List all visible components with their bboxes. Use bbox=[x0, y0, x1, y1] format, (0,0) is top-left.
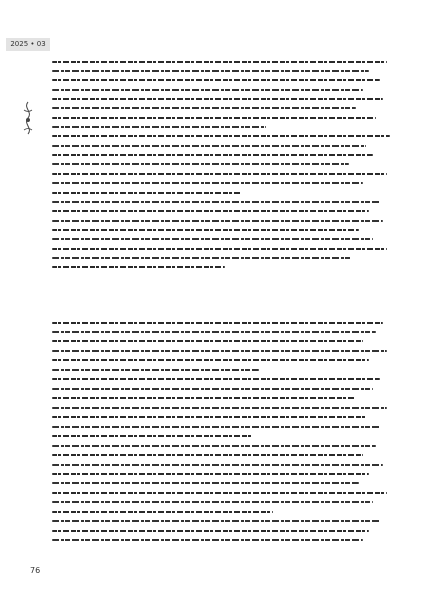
text-line bbox=[52, 151, 397, 160]
text-line bbox=[52, 225, 397, 234]
text-line bbox=[52, 337, 397, 346]
script-run bbox=[52, 61, 387, 63]
text-line bbox=[52, 188, 397, 197]
text-line bbox=[52, 356, 397, 365]
text-line bbox=[52, 327, 397, 336]
text-line bbox=[52, 85, 397, 94]
script-run bbox=[52, 445, 376, 447]
text-line bbox=[52, 132, 397, 141]
text-line bbox=[52, 113, 397, 122]
script-run bbox=[52, 464, 383, 466]
text-line bbox=[52, 479, 397, 488]
text-line bbox=[52, 263, 397, 272]
script-run bbox=[52, 248, 387, 250]
text-line bbox=[52, 346, 397, 355]
text-line bbox=[52, 365, 397, 374]
script-run bbox=[52, 192, 242, 194]
script-run bbox=[52, 416, 366, 418]
text-line bbox=[52, 422, 397, 431]
script-run bbox=[52, 511, 273, 513]
text-line bbox=[52, 488, 397, 497]
script-run bbox=[52, 539, 363, 541]
text-line bbox=[52, 57, 397, 66]
script-run bbox=[52, 378, 380, 380]
text-line bbox=[52, 384, 397, 393]
text-line bbox=[52, 104, 397, 113]
script-run bbox=[52, 229, 359, 231]
text-line bbox=[52, 375, 397, 384]
text-line bbox=[52, 470, 397, 479]
script-run bbox=[52, 98, 383, 100]
text-line bbox=[52, 394, 397, 403]
text-line bbox=[52, 244, 397, 253]
script-run bbox=[52, 530, 369, 532]
script-run bbox=[52, 501, 373, 503]
text-line bbox=[52, 536, 397, 545]
text-line bbox=[52, 66, 397, 75]
text-line bbox=[52, 235, 397, 244]
script-run bbox=[52, 369, 259, 371]
script-run bbox=[52, 238, 373, 240]
script-run bbox=[52, 492, 387, 494]
text-line bbox=[52, 460, 397, 469]
script-run bbox=[52, 426, 380, 428]
script-run bbox=[52, 397, 356, 399]
script-run bbox=[52, 135, 390, 137]
text-line bbox=[52, 318, 397, 327]
text-column-top bbox=[52, 57, 397, 272]
page-number: 76 bbox=[30, 566, 41, 575]
script-run bbox=[52, 117, 376, 119]
script-run bbox=[52, 107, 356, 109]
text-line bbox=[52, 451, 397, 460]
script-run bbox=[52, 350, 387, 352]
script-run bbox=[52, 201, 380, 203]
script-run bbox=[52, 322, 383, 324]
script-run bbox=[52, 407, 387, 409]
script-run bbox=[52, 340, 363, 342]
script-run bbox=[52, 145, 366, 147]
script-run bbox=[52, 210, 369, 212]
script-run bbox=[52, 388, 373, 390]
script-run bbox=[52, 220, 383, 222]
script-run bbox=[52, 435, 252, 437]
text-line bbox=[52, 403, 397, 412]
script-run bbox=[52, 482, 359, 484]
text-line bbox=[52, 216, 397, 225]
text-line bbox=[52, 197, 397, 206]
text-line bbox=[52, 441, 397, 450]
text-line bbox=[52, 526, 397, 535]
script-run bbox=[52, 70, 369, 72]
text-line bbox=[52, 179, 397, 188]
script-run bbox=[52, 126, 266, 128]
text-line bbox=[52, 413, 397, 422]
script-run bbox=[52, 266, 225, 268]
script-run bbox=[52, 520, 380, 522]
text-line bbox=[52, 507, 397, 516]
text-line bbox=[52, 254, 397, 263]
text-line bbox=[52, 94, 397, 103]
text-line bbox=[52, 498, 397, 507]
script-run bbox=[52, 79, 380, 81]
script-run bbox=[52, 473, 369, 475]
text-column-bottom bbox=[52, 318, 397, 545]
script-run bbox=[52, 454, 363, 456]
script-run bbox=[52, 182, 363, 184]
text-line bbox=[52, 207, 397, 216]
text-line bbox=[52, 517, 397, 526]
script-run bbox=[52, 257, 352, 259]
text-line bbox=[52, 123, 397, 132]
issue-tag: 2025 • 03 bbox=[6, 38, 50, 51]
script-run bbox=[52, 173, 387, 175]
script-run bbox=[52, 359, 369, 361]
script-run bbox=[52, 154, 373, 156]
text-line bbox=[52, 160, 397, 169]
text-line bbox=[52, 76, 397, 85]
text-line bbox=[52, 169, 397, 178]
text-line bbox=[52, 141, 397, 150]
ornament-icon bbox=[20, 100, 36, 140]
script-run bbox=[52, 331, 376, 333]
text-line bbox=[52, 432, 397, 441]
script-run bbox=[52, 163, 349, 165]
script-run bbox=[52, 89, 363, 91]
